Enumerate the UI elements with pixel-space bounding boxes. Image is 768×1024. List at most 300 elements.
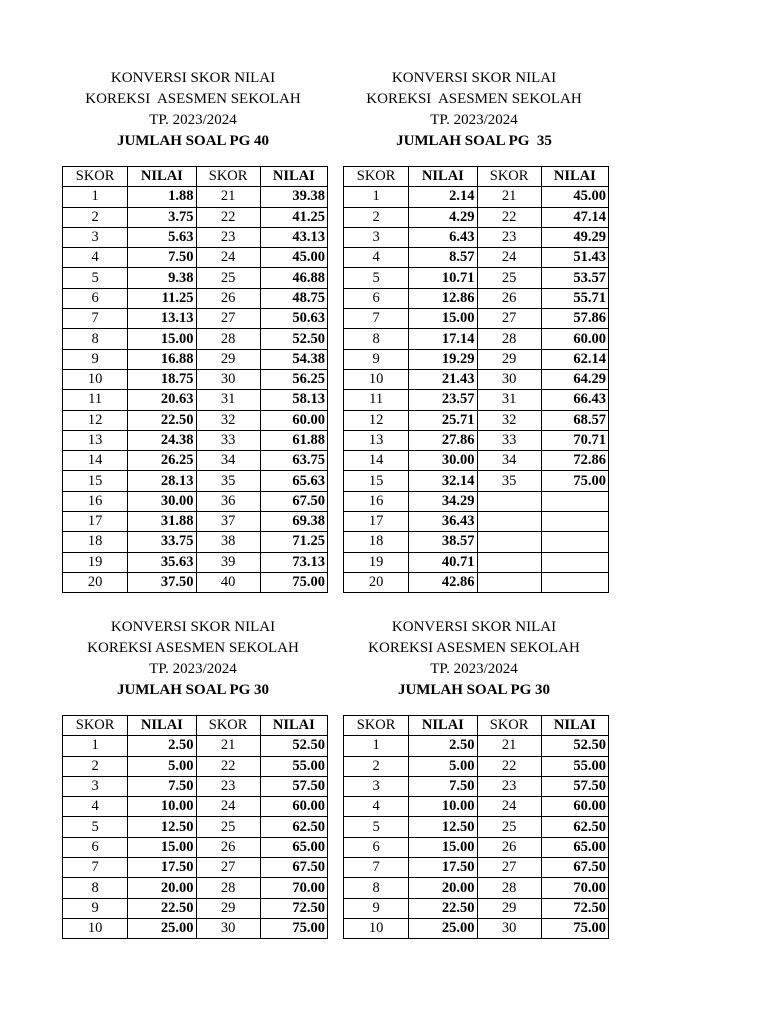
skor-cell: 2 [344, 756, 409, 776]
table-row [344, 572, 609, 592]
nilai-cell: 55.71 [541, 288, 608, 308]
skor-cell: 31 [477, 390, 541, 410]
nilai-cell: 15.00 [128, 329, 196, 349]
table-row [63, 736, 328, 756]
skor-cell: 30 [196, 369, 260, 389]
header-subtitle: JUMLAH SOAL PG 35 [396, 133, 552, 149]
header-title-line: KOREKSI ASESMEN SEKOLAH [87, 640, 299, 656]
skor-cell: 6 [344, 837, 409, 857]
skor-cell: 3 [344, 227, 409, 247]
skor-cell: 34 [196, 451, 260, 471]
skor-cell: 28 [477, 878, 541, 898]
nilai-cell: 34.29 [409, 491, 477, 511]
skor-cell [477, 512, 541, 532]
conversion-table [62, 715, 328, 939]
column-header-nilai: NILAI [128, 167, 196, 187]
table-row [63, 390, 328, 410]
skor-cell: 27 [477, 858, 541, 878]
skor-cell: 9 [344, 349, 409, 369]
skor-cell: 9 [63, 898, 128, 918]
skor-cell: 13 [63, 430, 128, 450]
nilai-cell: 70.00 [260, 878, 327, 898]
column-header-skor: SKOR [344, 167, 409, 187]
nilai-cell: 17.50 [409, 858, 477, 878]
nilai-cell: 32.14 [409, 471, 477, 491]
nilai-cell: 31.88 [128, 512, 196, 532]
skor-cell: 1 [63, 187, 128, 207]
table-row [344, 918, 609, 938]
table-row [63, 552, 328, 572]
nilai-cell: 70.00 [541, 878, 608, 898]
nilai-cell [541, 532, 608, 552]
table-row [344, 207, 609, 227]
nilai-cell: 16.88 [128, 349, 196, 369]
skor-cell: 21 [477, 187, 541, 207]
skor-cell: 16 [344, 491, 409, 511]
header-title-line: KONVERSI SKOR NILAI [391, 70, 557, 86]
table-row [344, 268, 609, 288]
skor-cell: 32 [196, 410, 260, 430]
nilai-cell: 9.38 [128, 268, 196, 288]
nilai-cell: 71.25 [260, 532, 327, 552]
header-subtitle: JUMLAH SOAL PG 30 [397, 682, 551, 698]
nilai-cell: 22.50 [128, 410, 196, 430]
skor-cell: 8 [344, 329, 409, 349]
table-row [344, 248, 609, 268]
skor-cell: 25 [477, 268, 541, 288]
nilai-cell: 57.86 [541, 309, 608, 329]
column-header-nilai: NILAI [541, 716, 608, 736]
skor-cell: 5 [63, 268, 128, 288]
nilai-cell: 15.00 [409, 309, 477, 329]
column-header-skor: SKOR [63, 167, 128, 187]
skor-cell: 5 [63, 817, 128, 837]
skor-cell: 22 [196, 207, 260, 227]
skor-cell: 3 [63, 227, 128, 247]
nilai-cell: 21.43 [409, 369, 477, 389]
nilai-cell: 56.25 [260, 369, 327, 389]
table-row [63, 776, 328, 796]
nilai-cell: 2.14 [409, 187, 477, 207]
skor-cell: 21 [196, 187, 260, 207]
nilai-cell: 47.14 [541, 207, 608, 227]
nilai-cell [541, 552, 608, 572]
table-row [344, 817, 609, 837]
nilai-cell: 52.50 [541, 736, 608, 756]
skor-cell: 2 [63, 207, 128, 227]
header-title-line: KOREKSI ASESMEN SEKOLAH [85, 91, 301, 107]
skor-cell: 4 [344, 248, 409, 268]
nilai-cell: 69.38 [260, 512, 327, 532]
header-title-line: KONVERSI SKOR NILAI [391, 619, 557, 635]
skor-cell: 29 [196, 898, 260, 918]
column-header-skor: SKOR [196, 716, 260, 736]
skor-cell: 23 [477, 227, 541, 247]
header-title-line: KOREKSI ASESMEN SEKOLAH [368, 640, 580, 656]
nilai-cell: 41.25 [260, 207, 327, 227]
nilai-cell: 49.29 [541, 227, 608, 247]
skor-cell: 9 [344, 898, 409, 918]
nilai-cell: 51.43 [541, 248, 608, 268]
skor-cell: 24 [477, 797, 541, 817]
nilai-cell: 20.00 [409, 878, 477, 898]
nilai-cell: 75.00 [260, 572, 327, 592]
nilai-cell: 39.38 [260, 187, 327, 207]
nilai-cell: 68.57 [541, 410, 608, 430]
table-row [344, 736, 609, 756]
skor-cell: 14 [344, 451, 409, 471]
nilai-cell [541, 572, 608, 592]
table-row [63, 329, 328, 349]
nilai-cell: 53.57 [541, 268, 608, 288]
table-row [63, 207, 328, 227]
skor-cell: 27 [196, 309, 260, 329]
skor-cell: 31 [196, 390, 260, 410]
nilai-cell: 46.88 [260, 268, 327, 288]
skor-cell: 27 [196, 858, 260, 878]
table-row [63, 430, 328, 450]
skor-cell: 28 [477, 329, 541, 349]
table-row [63, 471, 328, 491]
skor-cell: 26 [196, 837, 260, 857]
nilai-cell: 20.63 [128, 390, 196, 410]
skor-cell [477, 572, 541, 592]
column-header-nilai: NILAI [260, 716, 327, 736]
nilai-cell: 52.50 [260, 736, 327, 756]
nilai-cell: 7.50 [128, 776, 196, 796]
table-header-row [344, 716, 609, 736]
skor-cell: 33 [196, 430, 260, 450]
skor-cell: 30 [477, 918, 541, 938]
conversion-block [343, 617, 609, 939]
nilai-cell: 25.71 [409, 410, 477, 430]
skor-cell: 25 [196, 817, 260, 837]
nilai-cell: 27.86 [409, 430, 477, 450]
skor-cell: 2 [344, 207, 409, 227]
skor-cell: 7 [63, 309, 128, 329]
conversion-table [343, 715, 609, 939]
nilai-cell: 23.57 [409, 390, 477, 410]
skor-cell: 8 [63, 878, 128, 898]
header-title-line: KOREKSI ASESMEN SEKOLAH [366, 91, 582, 107]
nilai-cell: 38.57 [409, 532, 477, 552]
nilai-cell: 73.13 [260, 552, 327, 572]
skor-cell: 7 [63, 858, 128, 878]
skor-cell: 12 [344, 410, 409, 430]
skor-cell: 16 [63, 491, 128, 511]
skor-cell: 28 [196, 878, 260, 898]
table-row [63, 532, 328, 552]
nilai-cell: 4.29 [409, 207, 477, 227]
skor-cell: 22 [477, 207, 541, 227]
nilai-cell: 33.75 [128, 532, 196, 552]
table-row [344, 390, 609, 410]
skor-cell: 19 [63, 552, 128, 572]
skor-cell: 24 [196, 248, 260, 268]
nilai-cell: 58.13 [260, 390, 327, 410]
nilai-cell: 50.63 [260, 309, 327, 329]
skor-cell: 29 [477, 898, 541, 918]
nilai-cell: 45.00 [541, 187, 608, 207]
header-title-line: TP. 2023/2024 [430, 661, 518, 677]
nilai-cell: 43.13 [260, 227, 327, 247]
skor-cell: 4 [63, 797, 128, 817]
nilai-cell: 65.00 [260, 837, 327, 857]
skor-cell: 6 [63, 288, 128, 308]
nilai-cell: 62.50 [541, 817, 608, 837]
table-row [63, 898, 328, 918]
table-row [63, 858, 328, 878]
skor-cell: 23 [196, 227, 260, 247]
column-header-nilai: NILAI [128, 716, 196, 736]
nilai-cell: 12.86 [409, 288, 477, 308]
skor-cell [477, 552, 541, 572]
nilai-cell: 62.14 [541, 349, 608, 369]
skor-cell: 7 [344, 858, 409, 878]
nilai-cell: 75.00 [260, 918, 327, 938]
table-row [344, 532, 609, 552]
column-header-nilai: NILAI [409, 167, 477, 187]
nilai-cell [541, 512, 608, 532]
skor-cell: 32 [477, 410, 541, 430]
skor-cell: 8 [63, 329, 128, 349]
header-title-line: TP. 2023/2024 [430, 112, 518, 128]
skor-cell: 36 [196, 491, 260, 511]
table-row [344, 837, 609, 857]
nilai-cell: 60.00 [541, 797, 608, 817]
table-row [63, 512, 328, 532]
nilai-cell: 72.50 [260, 898, 327, 918]
nilai-cell: 12.50 [128, 817, 196, 837]
skor-cell: 35 [477, 471, 541, 491]
skor-cell: 23 [196, 776, 260, 796]
table-header-row [344, 167, 609, 187]
table-row [344, 309, 609, 329]
table-row [344, 797, 609, 817]
table-row [63, 572, 328, 592]
table-row [344, 369, 609, 389]
nilai-cell: 63.75 [260, 451, 327, 471]
nilai-cell: 40.71 [409, 552, 477, 572]
skor-cell: 29 [196, 349, 260, 369]
skor-cell: 21 [477, 736, 541, 756]
table-row [63, 410, 328, 430]
skor-cell: 17 [63, 512, 128, 532]
header-title-line: KONVERSI SKOR NILAI [110, 619, 276, 635]
table-row [63, 248, 328, 268]
skor-cell: 24 [477, 248, 541, 268]
nilai-cell: 22.50 [128, 898, 196, 918]
table-row [63, 288, 328, 308]
skor-cell: 5 [344, 817, 409, 837]
table-row [344, 187, 609, 207]
skor-cell: 39 [196, 552, 260, 572]
skor-cell: 26 [477, 837, 541, 857]
skor-cell: 25 [477, 817, 541, 837]
nilai-cell: 72.86 [541, 451, 608, 471]
nilai-cell: 20.00 [128, 878, 196, 898]
nilai-cell: 24.38 [128, 430, 196, 450]
table-row [63, 369, 328, 389]
table-row [63, 187, 328, 207]
nilai-cell: 7.50 [128, 248, 196, 268]
nilai-cell: 13.13 [128, 309, 196, 329]
table-row [344, 776, 609, 796]
skor-cell: 10 [344, 918, 409, 938]
nilai-cell: 7.50 [409, 776, 477, 796]
skor-cell: 30 [477, 369, 541, 389]
nilai-cell: 10.00 [409, 797, 477, 817]
table-row [63, 349, 328, 369]
table-row [344, 898, 609, 918]
table-row [344, 349, 609, 369]
header-subtitle: JUMLAH SOAL PG 30 [116, 682, 270, 698]
nilai-cell: 65.63 [260, 471, 327, 491]
header-title-line: TP. 2023/2024 [149, 112, 237, 128]
conversion-table [62, 166, 328, 593]
header-title-line: TP. 2023/2024 [149, 661, 237, 677]
block-header [343, 68, 605, 152]
nilai-cell: 1.88 [128, 187, 196, 207]
column-header-skor: SKOR [344, 716, 409, 736]
block-header [62, 617, 324, 701]
skor-cell: 38 [196, 532, 260, 552]
table-row [344, 552, 609, 572]
skor-cell: 4 [344, 797, 409, 817]
nilai-cell: 3.75 [128, 207, 196, 227]
skor-cell: 21 [196, 736, 260, 756]
table-row [344, 288, 609, 308]
nilai-cell: 57.50 [260, 776, 327, 796]
nilai-cell: 5.00 [128, 756, 196, 776]
nilai-cell: 64.29 [541, 369, 608, 389]
nilai-cell: 66.43 [541, 390, 608, 410]
nilai-cell: 42.86 [409, 572, 477, 592]
skor-cell: 9 [63, 349, 128, 369]
nilai-cell: 17.14 [409, 329, 477, 349]
nilai-cell: 30.00 [409, 451, 477, 471]
skor-cell: 34 [477, 451, 541, 471]
nilai-cell: 67.50 [260, 858, 327, 878]
skor-cell: 22 [196, 756, 260, 776]
nilai-cell: 70.71 [541, 430, 608, 450]
nilai-cell: 18.75 [128, 369, 196, 389]
nilai-cell: 67.50 [260, 491, 327, 511]
conversion-block [343, 68, 609, 593]
table-row [344, 430, 609, 450]
nilai-cell: 36.43 [409, 512, 477, 532]
nilai-cell: 19.29 [409, 349, 477, 369]
nilai-cell: 26.25 [128, 451, 196, 471]
skor-cell: 15 [344, 471, 409, 491]
skor-cell: 7 [344, 309, 409, 329]
skor-cell: 8 [344, 878, 409, 898]
skor-cell: 1 [344, 736, 409, 756]
table-row [344, 471, 609, 491]
table-row [344, 756, 609, 776]
table-row [344, 410, 609, 430]
nilai-cell: 2.50 [128, 736, 196, 756]
nilai-cell: 60.00 [541, 329, 608, 349]
table-row [63, 491, 328, 511]
column-header-nilai: NILAI [260, 167, 327, 187]
skor-cell: 27 [477, 309, 541, 329]
skor-cell: 29 [477, 349, 541, 369]
nilai-cell: 17.50 [128, 858, 196, 878]
conversion-block [62, 617, 328, 939]
skor-cell: 6 [63, 837, 128, 857]
column-header-nilai: NILAI [541, 167, 608, 187]
nilai-cell: 25.00 [409, 918, 477, 938]
skor-cell: 10 [63, 918, 128, 938]
skor-cell: 1 [344, 187, 409, 207]
nilai-cell: 61.88 [260, 430, 327, 450]
skor-cell: 17 [344, 512, 409, 532]
table-row [344, 858, 609, 878]
nilai-cell: 28.13 [128, 471, 196, 491]
nilai-cell: 67.50 [541, 858, 608, 878]
nilai-cell: 22.50 [409, 898, 477, 918]
skor-cell: 4 [63, 248, 128, 268]
table-row [344, 491, 609, 511]
skor-cell: 14 [63, 451, 128, 471]
skor-cell: 26 [196, 288, 260, 308]
nilai-cell [541, 491, 608, 511]
nilai-cell: 72.50 [541, 898, 608, 918]
table-row [63, 227, 328, 247]
nilai-cell: 52.50 [260, 329, 327, 349]
nilai-cell: 12.50 [409, 817, 477, 837]
nilai-cell: 15.00 [128, 837, 196, 857]
table-row [63, 918, 328, 938]
nilai-cell: 55.00 [260, 756, 327, 776]
skor-cell [477, 491, 541, 511]
nilai-cell: 8.57 [409, 248, 477, 268]
nilai-cell: 11.25 [128, 288, 196, 308]
skor-cell: 1 [63, 736, 128, 756]
nilai-cell: 57.50 [541, 776, 608, 796]
nilai-cell: 55.00 [541, 756, 608, 776]
skor-cell [477, 532, 541, 552]
skor-cell: 15 [63, 471, 128, 491]
skor-cell: 10 [63, 369, 128, 389]
table-row [63, 451, 328, 471]
table-row [63, 817, 328, 837]
skor-cell: 19 [344, 552, 409, 572]
skor-cell: 3 [344, 776, 409, 796]
nilai-cell: 75.00 [541, 471, 608, 491]
skor-cell: 12 [63, 410, 128, 430]
conversion-block [62, 68, 328, 593]
table-row [344, 329, 609, 349]
skor-cell: 13 [344, 430, 409, 450]
nilai-cell: 60.00 [260, 797, 327, 817]
skor-cell: 20 [344, 572, 409, 592]
header-subtitle: JUMLAH SOAL PG 40 [116, 133, 270, 149]
skor-cell: 40 [196, 572, 260, 592]
table-header-row [63, 167, 328, 187]
skor-cell: 24 [196, 797, 260, 817]
nilai-cell: 15.00 [409, 837, 477, 857]
skor-cell: 20 [63, 572, 128, 592]
skor-cell: 11 [63, 390, 128, 410]
skor-cell: 18 [63, 532, 128, 552]
nilai-cell: 75.00 [541, 918, 608, 938]
skor-cell: 26 [477, 288, 541, 308]
nilai-cell: 37.50 [128, 572, 196, 592]
nilai-cell: 6.43 [409, 227, 477, 247]
skor-cell: 10 [344, 369, 409, 389]
